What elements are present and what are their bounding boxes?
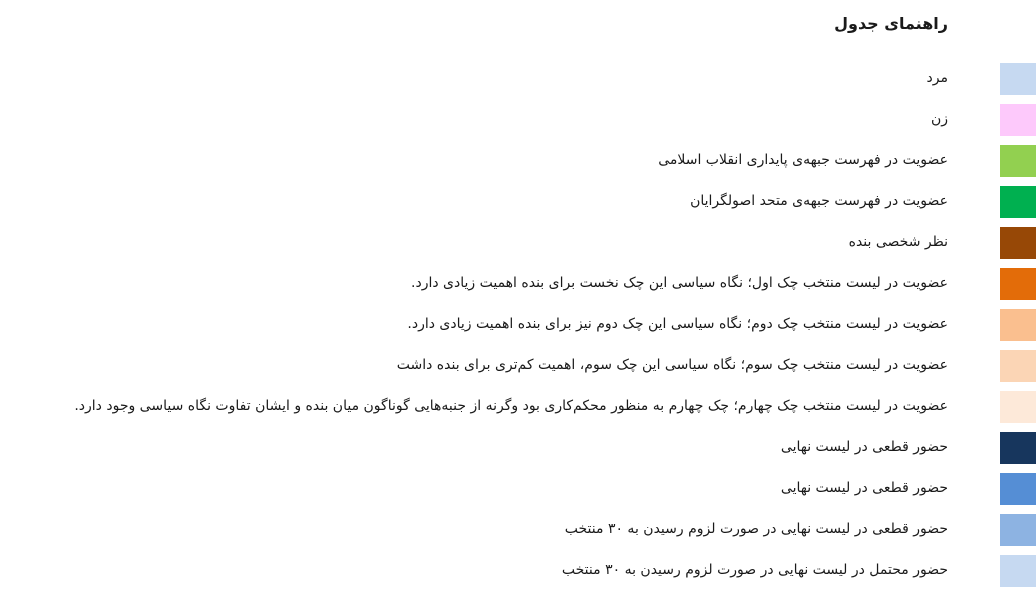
color-swatch [1000, 514, 1036, 546]
color-swatch [1000, 350, 1036, 382]
legend-row-label: عضویت در فهرست جبهه‌ی پایداری انقلاب اسلامی [658, 152, 948, 168]
legend-row-label: عضویت در لیست منتخب چک اول؛ نگاه سیاسی این چک نخست برای بنده اهمیت زیادی دارد. [411, 275, 948, 291]
legend-row-7 [0, 304, 1036, 345]
color-swatch [1000, 555, 1036, 587]
legend-row-8 [0, 345, 1036, 386]
color-swatch [1000, 104, 1036, 136]
legend-row-label: زن [930, 111, 948, 127]
legend-row-4 [0, 181, 1036, 222]
legend-row-label: حضور قطعی در لیست نهایی [780, 480, 948, 496]
legend-row-label: نظر شخصی بنده [848, 234, 948, 250]
color-swatch [1000, 268, 1036, 300]
legend-row-1 [0, 58, 1036, 99]
color-swatch [1000, 432, 1036, 464]
legend-row-9 [0, 386, 1036, 427]
color-swatch [1000, 186, 1036, 218]
legend-row-11 [0, 468, 1036, 509]
legend-row-label: عضویت در لیست منتخب چک سوم؛ نگاه سیاسی این چک سوم، اهمیت کم‌تری برای بنده داشت [396, 357, 948, 373]
color-swatch [1000, 145, 1036, 177]
legend-row-label: عضویت در فهرست جبهه‌ی متحد اصولگرایان [690, 193, 948, 209]
color-swatch [1000, 227, 1036, 259]
legend-row-label: مرد [926, 70, 948, 86]
legend-row-label: عضویت در لیست منتخب چک چهارم؛ چک چهارم به منظور محکم‌کاری بود وگرنه از جنبه‌هایی گوناگون میان بنده و ایشان تفاوت نگاه سیاسی وجود دارد. [74, 398, 948, 414]
legend-row-3 [0, 140, 1036, 181]
legend-row-13 [0, 550, 1036, 591]
legend-row-6 [0, 263, 1036, 304]
legend-row-10 [0, 427, 1036, 468]
legend-row-12 [0, 509, 1036, 550]
legend-row-2 [0, 99, 1036, 140]
color-swatch [1000, 309, 1036, 341]
legend-row-5 [0, 222, 1036, 263]
legend-row-label: حضور قطعی در لیست نهایی [780, 439, 948, 455]
color-swatch [1000, 63, 1036, 95]
legend-title: راهنمای جدول [834, 14, 948, 33]
legend-list [0, 58, 1036, 591]
color-swatch [1000, 473, 1036, 505]
legend-row-label: حضور محتمل در لیست نهایی در صورت لزوم رسیدن به ۳۰ منتخب [561, 562, 948, 578]
legend-row-label: حضور قطعی در لیست نهایی در صورت لزوم رسیدن به ۳۰ منتخب [564, 521, 948, 537]
legend-row-label: عضویت در لیست منتخب چک دوم؛ نگاه سیاسی این چک دوم نیز برای بنده اهمیت زیادی دارد. [407, 316, 948, 332]
color-swatch [1000, 391, 1036, 423]
